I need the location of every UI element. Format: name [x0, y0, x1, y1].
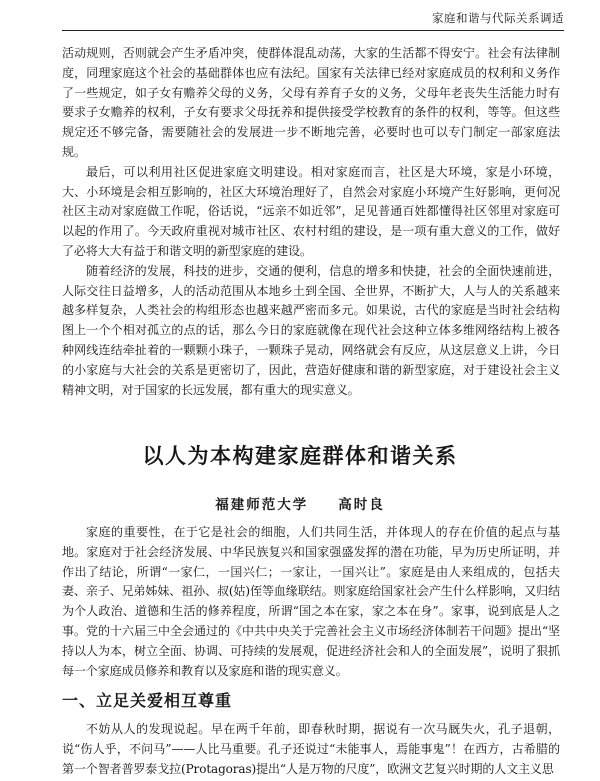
paragraph: 家庭的重要性，在于它是社会的细胞，人们共同生活，并体现人的存在价值的起点与基地。家庭对于社会经济发展、中华民族复兴和国家强盛发挥的潜在功能，早为历史所证明，并作出了结论，所谓“一家仁，一国兴仁；一家让，一国兴让”。家庭是由人来组成的，包括夫妻、亲子、兄弟姊妹、祖孙、叔(姑)侄等血缘联结。则家庭给国家社会产生什么样影响，又归结为个人政治、道德和生活的修养程度，所谓“国之本在家，家之本在身”。家事，说到底是人之事。党的十六届三中全会通过的《中共中央关于完善社会主义市场经济体制若干问题》提出“坚持以人为本，树立全面、协调、可持续的发展观，促进经济社会和人的全面发展”，说明了狠抓每一个家庭成员修养和教育以及家庭和谐的现实意义。	[62, 525, 560, 678]
article-intro	[62, 523, 560, 681]
section-heading: 一、立足关爱相互尊重	[62, 691, 233, 710]
paragraph: 随着经济的发展，科技的进步，交通的便利，信息的增多和快捷，社会的全面快速前进，人际交往日益增多，人的活动范围从本地乡土到全国、全世界，不断扩大，人与人的关系越来越多样复杂，人类社会的构组形态也越来越严密而多元。如果说，古代的家庭是当时社会结构图上一个个相对孤立的点的话，那么今日的家庭就像在现代社会这种立体多维网络结构上被各种网线连结牵扯着的一颗颗小珠子，一颗珠子晃动，网络就会有反应，从这层意义上讲，今日的小家庭与大社会的关系是更密切了，因此，营造好健康和谐的新型家庭，对于建设社会主义精神文明，对于国家的长远发展，都有重大的现实意义。	[62, 263, 560, 397]
continued-text	[62, 44, 560, 400]
paragraph: 最后，可以利用社区促进家庭文明建设。相对家庭而言，社区是大环境，家是小环境，大、小环境是会相互影响的，社区大环境治理好了，自然会对家庭小环境产生好影响，更何况社区主动对家庭做工作呢，俗话说，“远亲不如近邻”，足见普通百姓都懂得社区邻里对家庭可以起的作用了。今天政府重视对城市社区、农村村组的建设，是一项有重大意义的工作，做好了必将大大有益于和谐文明的新型家庭的建设。	[62, 164, 560, 258]
section-body	[62, 720, 560, 779]
byline	[0, 493, 600, 513]
author-name: 高时良	[338, 497, 385, 513]
article-title: 以人为本构建家庭群体和谐关系	[142, 444, 458, 468]
paragraph: 活动规则，否则就会产生矛盾冲突，使群体混乱动荡，大家的生活都不得安宁。社会有法律制度，同理家庭这个社会的基础群体也应有法纪。国家有关法律已经对家庭成员的权利和义务作了一些规定，如子女有赡养父母的义务，父母有养育子女的义务，父母年老丧失生活能力时有要求子女赡养的权利，子女有要求父母抚养和提供接受学校教育的条件的权利，等等。但这些规定还不够完备，需要随社会的发展进一步不断地完善，必要时也可以专门制定一部家庭法规。	[62, 46, 560, 159]
header-rule	[62, 30, 564, 31]
author-affiliation: 福建师范大学	[215, 497, 309, 513]
paragraph: 不妨从人的发现说起。早在两千年前，即春秋时期，据说有一次马厩失火，孔子退朝，说“伤人乎，不问马”——人比马重要。孔子还说过“未能事人，焉能事鬼”！在西方，古希腊的第一个智者普罗泰戈拉(Protagoras)提出“人是万物的尺度”，欧洲文艺复兴时期的人文主义思	[62, 722, 560, 776]
running-header: 家庭和谐与代际关系调适	[432, 11, 564, 25]
